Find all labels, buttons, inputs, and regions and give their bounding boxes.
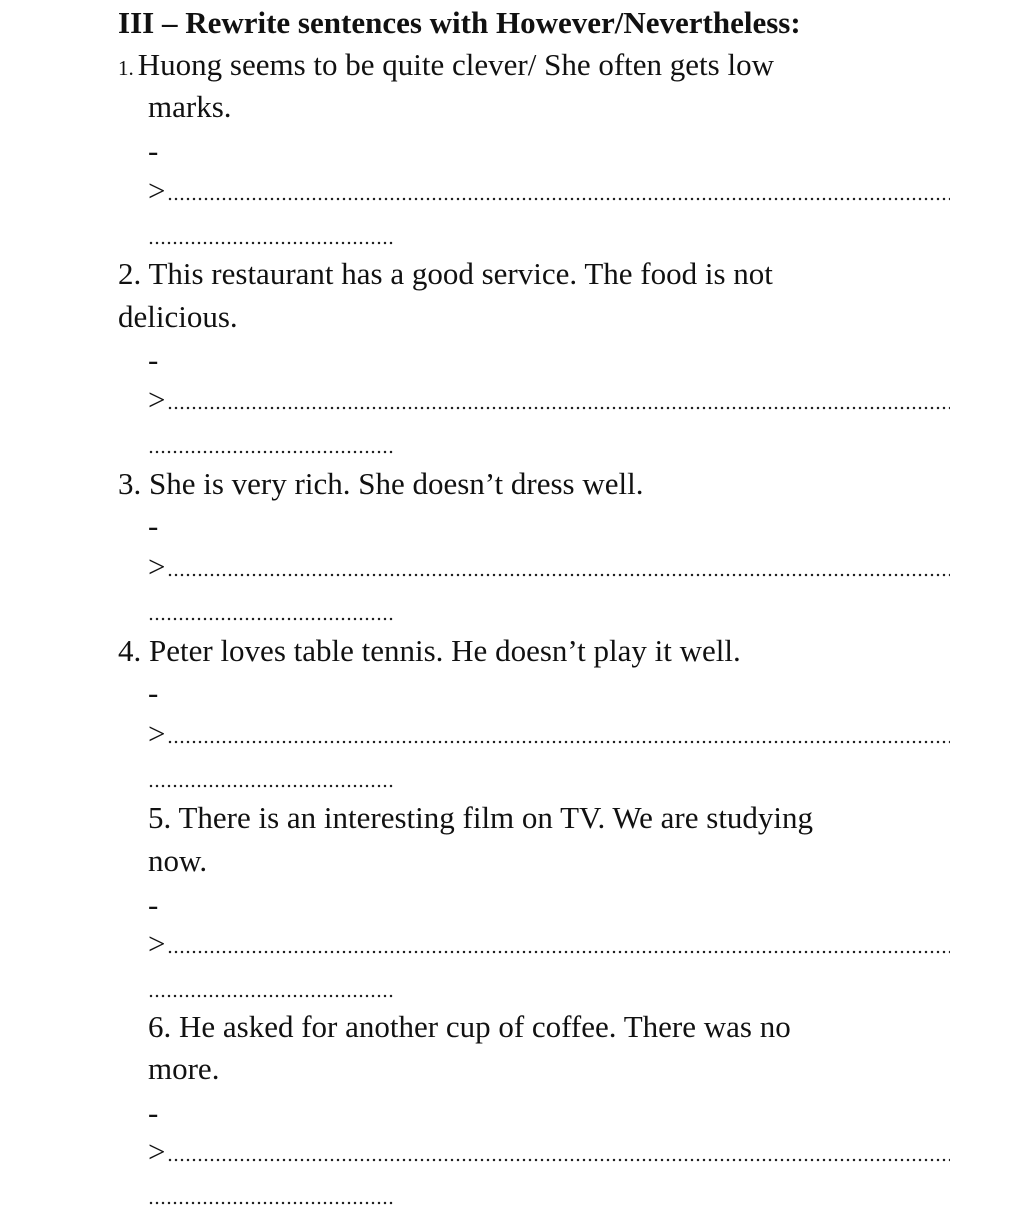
- answer-1-dash: -: [148, 133, 159, 168]
- answer-2-arrow: >: [148, 382, 166, 417]
- answer-6-line[interactable]: [148, 1131, 950, 1173]
- answer-3-arrow: >: [148, 549, 166, 584]
- answer-2-dotted-fill: [167, 405, 950, 411]
- answer-1-arrow: >: [148, 173, 166, 208]
- section-title: III – Rewrite sentences with However/Nevertheless:: [118, 5, 801, 40]
- answer-6-dotted-continuation[interactable]: [148, 1200, 394, 1206]
- answer-3-line[interactable]: [148, 546, 950, 588]
- question-4-line-1: 4. Peter loves table tennis. He doesn’t play it well.: [118, 633, 741, 668]
- answer-4-line[interactable]: [148, 713, 950, 755]
- answer-3-dotted-fill: [167, 572, 950, 578]
- answer-5-arrow: >: [148, 926, 166, 961]
- answer-4-dash: -: [148, 675, 159, 710]
- answer-5-dotted-fill: [167, 949, 950, 955]
- question-1-line-2: marks.: [148, 89, 232, 124]
- answer-1-dotted-continuation[interactable]: [148, 240, 394, 246]
- answer-4-arrow: >: [148, 716, 166, 751]
- question-5-line-2: now.: [148, 843, 208, 878]
- answer-2-line[interactable]: [148, 379, 950, 421]
- answer-3-dotted-continuation[interactable]: [148, 616, 394, 622]
- answer-4-dotted-fill: [167, 739, 950, 745]
- question-5-line-1: 5. There is an interesting film on TV. We are studying: [148, 800, 814, 835]
- answer-4-dotted-continuation[interactable]: [148, 783, 394, 789]
- answer-1-dotted-fill: [167, 196, 950, 202]
- question-1-number: 1.: [118, 56, 134, 80]
- question-1-text: Huong seems to be quite clever/ She often gets low: [137, 47, 774, 82]
- answer-3-dash: -: [148, 508, 159, 543]
- answer-2-dash: -: [148, 342, 159, 377]
- answer-6-dotted-fill: [167, 1157, 950, 1163]
- answer-2-dotted-continuation[interactable]: [148, 449, 394, 455]
- question-6-line-2: more.: [148, 1051, 220, 1086]
- answer-5-line[interactable]: [148, 923, 950, 965]
- question-1-line-1: [118, 44, 774, 89]
- question-3-line-1: 3. She is very rich. She doesn’t dress well.: [118, 466, 644, 501]
- question-2-line-2: delicious.: [118, 299, 238, 334]
- question-6-line-1: 6. He asked for another cup of coffee. There was no: [148, 1009, 791, 1044]
- question-2-line-1: 2. This restaurant has a good service. The food is not: [118, 256, 773, 291]
- answer-1-line[interactable]: [148, 170, 950, 212]
- answer-6-dash: -: [148, 1095, 159, 1130]
- answer-6-arrow: >: [148, 1134, 166, 1169]
- answer-5-dash: -: [148, 887, 159, 922]
- answer-5-dotted-continuation[interactable]: [148, 993, 394, 999]
